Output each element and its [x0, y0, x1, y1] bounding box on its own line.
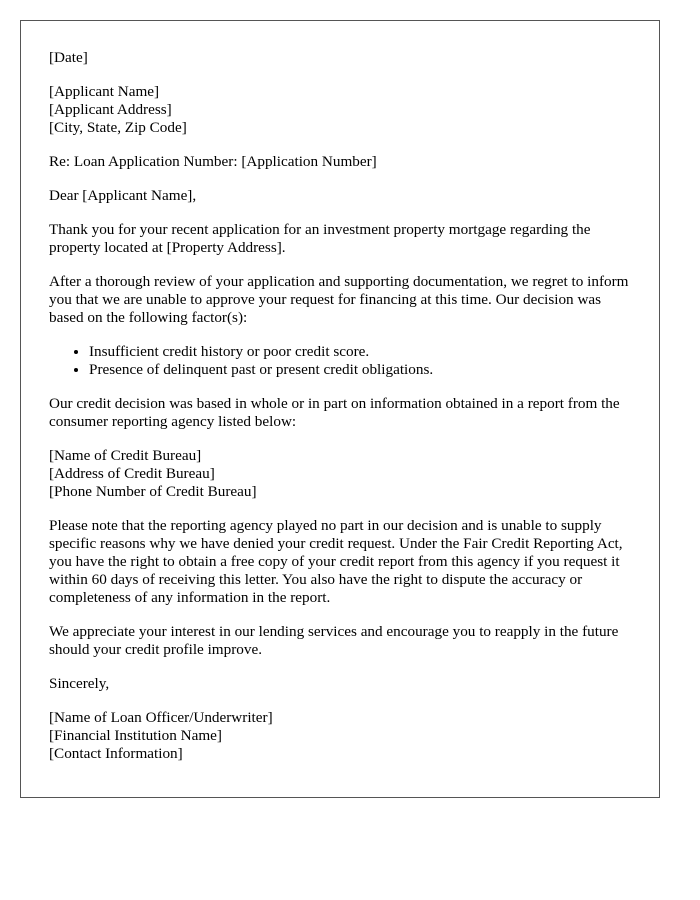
- recipient-city-state-zip: [City, State, Zip Code]: [49, 119, 187, 136]
- credit-report-paragraph: Our credit decision was based in whole or in part on information obtained in a report from the consumer reporting agency listed below:: [49, 395, 620, 430]
- bureau-phone: [Phone Number of Credit Bureau]: [49, 483, 257, 500]
- subject-line: Re: Loan Application Number: [Application Number]: [49, 153, 377, 170]
- sender-institution: [Financial Institution Name]: [49, 727, 222, 744]
- sender-contact: [Contact Information]: [49, 745, 183, 762]
- rights-paragraph: Please note that the reporting agency played no part in our decision and is unable to supply specific reasons why we have denied your credit request. Under the Fair Credit Reporting Act, you have the right to obtain a free copy of your credit report from this agency if you request it within 60 days of receiving this letter. You also have the right to dispute the accuracy or completeness of any information in the report.: [49, 517, 623, 606]
- decision-paragraph: After a thorough review of your application and supporting documentation, we regret to inform you that we are unable to approve your request for financing at this time. Our decision was based on the following factor(s):: [49, 273, 629, 326]
- signoff: Sincerely,: [49, 675, 110, 692]
- sender-block: [49, 709, 631, 763]
- closing-paragraph: We appreciate your interest in our lending services and encourage you to reapply in the future should your credit profile improve.: [49, 623, 619, 658]
- recipient-address: [Applicant Address]: [49, 101, 172, 118]
- sender-officer: [Name of Loan Officer/Underwriter]: [49, 709, 273, 726]
- bureau-name: [Name of Credit Bureau]: [49, 447, 202, 464]
- recipient-name: [Applicant Name]: [49, 83, 160, 100]
- letter-date: [Date]: [49, 49, 88, 66]
- factor-item: • Presence of delinquent past or present credit obligations.: [89, 361, 631, 379]
- intro-paragraph: Thank you for your recent application for an investment property mortgage regarding the property located at [Property Address].: [49, 221, 591, 256]
- bureau-address: [Address of Credit Bureau]: [49, 465, 215, 482]
- factor-list: [49, 343, 631, 379]
- factor-item: • Insufficient credit history or poor credit score.: [89, 343, 631, 361]
- recipient-block: [49, 83, 631, 137]
- salutation: Dear [Applicant Name],: [49, 187, 197, 204]
- letter-page: [20, 20, 660, 798]
- bureau-block: [49, 447, 631, 501]
